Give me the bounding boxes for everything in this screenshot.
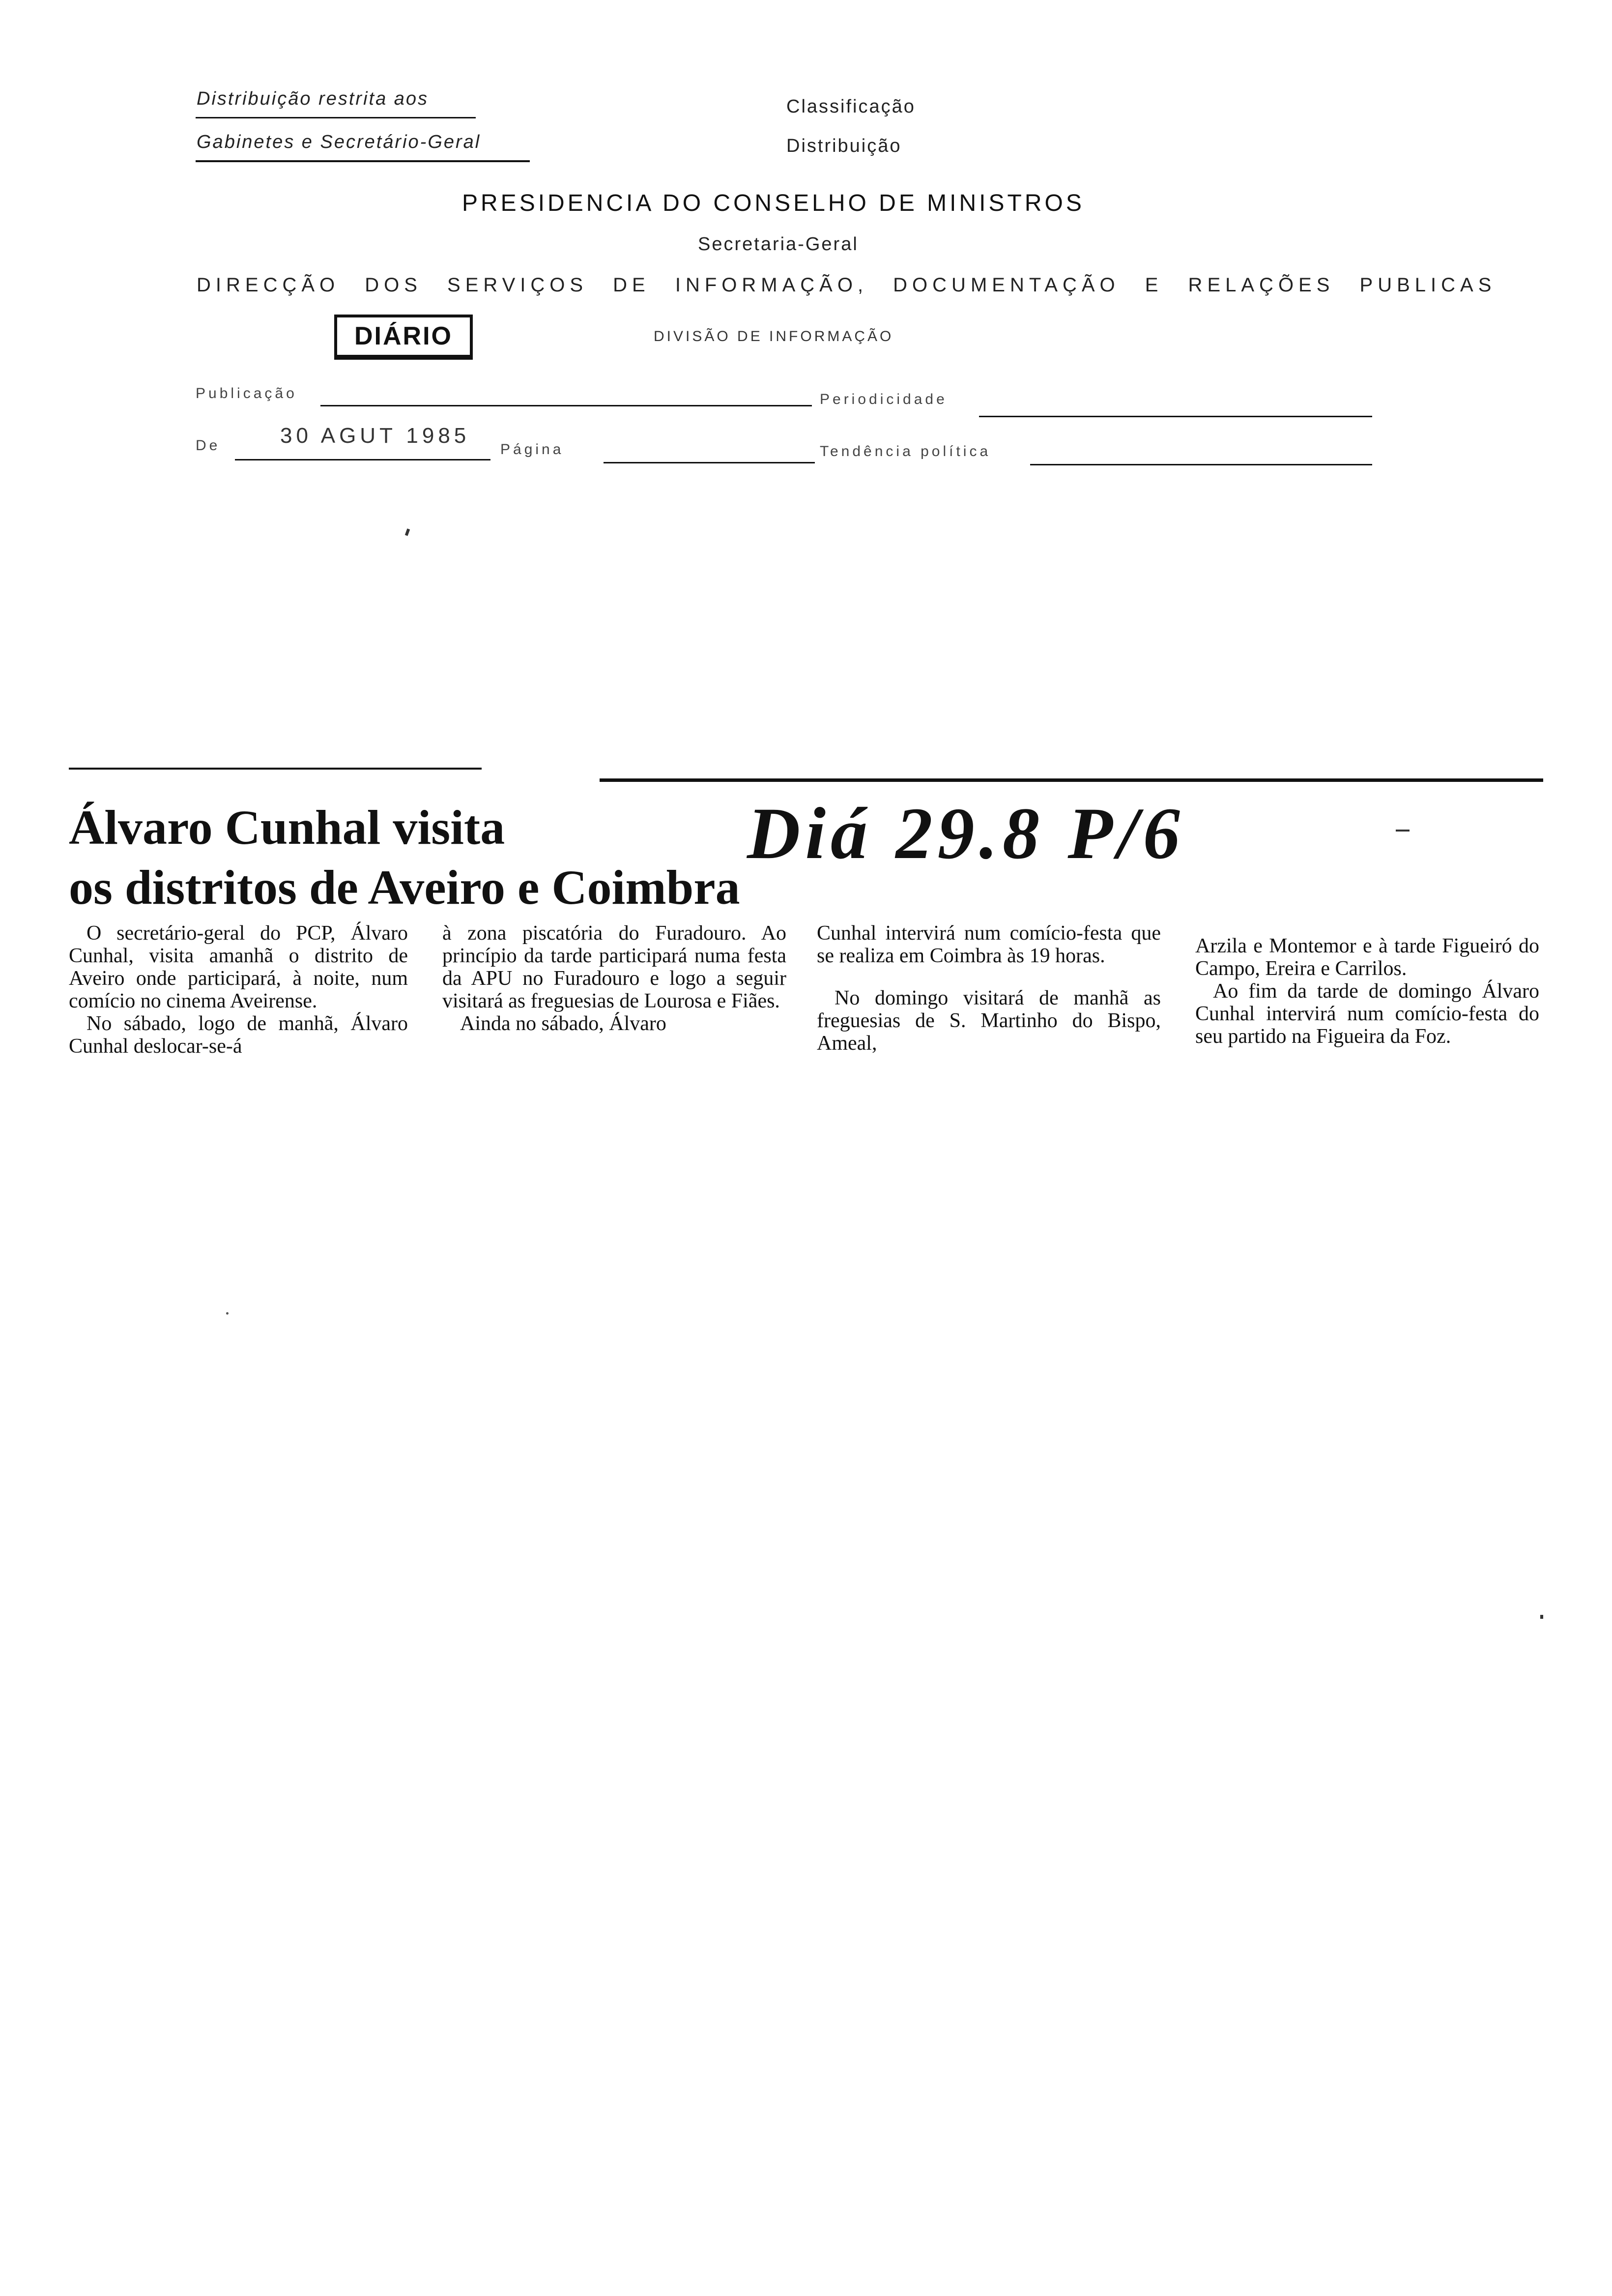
article-rule-left — [69, 768, 482, 770]
diario-stamp — [334, 315, 473, 360]
article-paragraph: No domingo visitará de manhã as freguesias de S. Martinho do Bispo, Ameal, — [817, 987, 1161, 1055]
article-paragraph: à zona piscatória do Furadouro. Ao princípio da tarde participará numa festa da APU no Furadouro e logo a seguir visitará as freguesias de Lourosa e Fiães. — [442, 922, 786, 1012]
diario-stamp-text: DIÁRIO — [354, 322, 453, 350]
publicacao-label: Publicação — [196, 385, 297, 402]
classification-label: Classificação — [786, 96, 916, 117]
restriction-underline — [196, 117, 476, 118]
article-column-1 — [69, 922, 408, 1058]
secretaria-heading: Secretaria-Geral — [698, 234, 859, 255]
presidency-heading: PRESIDENCIA DO CONSELHO DE MINISTROS — [462, 190, 1085, 216]
pagina-field-line — [604, 462, 815, 463]
publicacao-field-line — [320, 405, 812, 406]
headline-line2: os distritos de Aveiro e Coimbra — [69, 860, 740, 915]
article-rule-right — [600, 778, 1543, 782]
dash-mark — [1396, 830, 1410, 832]
distribution-label: Distribuição — [786, 136, 902, 156]
headline-line1: Álvaro Cunhal visita — [69, 800, 505, 855]
article-paragraph: Arzila e Montemor e à tarde Figueiró do Campo, Ereira e Carrilos. — [1195, 935, 1539, 980]
article-column-2 — [442, 922, 786, 1035]
tendencia-field-line — [1030, 464, 1372, 465]
article-column-3 — [817, 922, 1161, 1055]
periodicidade-label: Periodicidade — [820, 391, 948, 407]
speck-mark-2 — [1540, 1615, 1543, 1619]
divisao-heading: DIVISÃO DE INFORMAÇÃO — [654, 328, 894, 344]
tendencia-label: Tendência política — [820, 443, 991, 459]
date-field-line — [235, 459, 490, 460]
de-label: De — [196, 437, 221, 454]
article-paragraph: Cunhal intervirá num comício-festa que se realiza em Coimbra às 19 horas. — [817, 922, 1161, 967]
restriction-note-line2: Gabinetes e Secretário-Geral — [197, 132, 481, 152]
stray-mark — [405, 528, 410, 536]
article-paragraph: No sábado, logo de manhã, Álvaro Cunhal deslocar-se-á — [69, 1012, 408, 1058]
date-value: 30 AGUT 1985 — [280, 424, 470, 448]
article-paragraph: Ainda no sábado, Álvaro — [460, 1012, 666, 1035]
periodicidade-field-line — [979, 416, 1372, 417]
restriction-underline-2 — [196, 160, 530, 162]
article-paragraph: Ao fim da tarde de domingo Álvaro Cunhal intervirá num comício-festa do seu partido na Figueira da Foz. — [1195, 980, 1539, 1048]
handwritten-note: Diá 29.8 P/6 — [747, 793, 1185, 874]
direccao-heading: DIRECÇÃO DOS SERVIÇOS DE INFORMAÇÃO, DOCUMENTAÇÃO E RELAÇÕES PUBLICAS — [197, 274, 1497, 296]
speck-mark — [226, 1312, 229, 1315]
article-column-4 — [1195, 935, 1539, 1048]
pagina-label: Página — [500, 441, 564, 458]
restriction-note-line1: Distribuição restrita aos — [197, 88, 429, 109]
article-paragraph: O secretário-geral do PCP, Álvaro Cunhal, visita amanhã o distrito de Aveiro onde participará, à noite, num comício no cinema Aveirense. — [69, 922, 408, 1012]
